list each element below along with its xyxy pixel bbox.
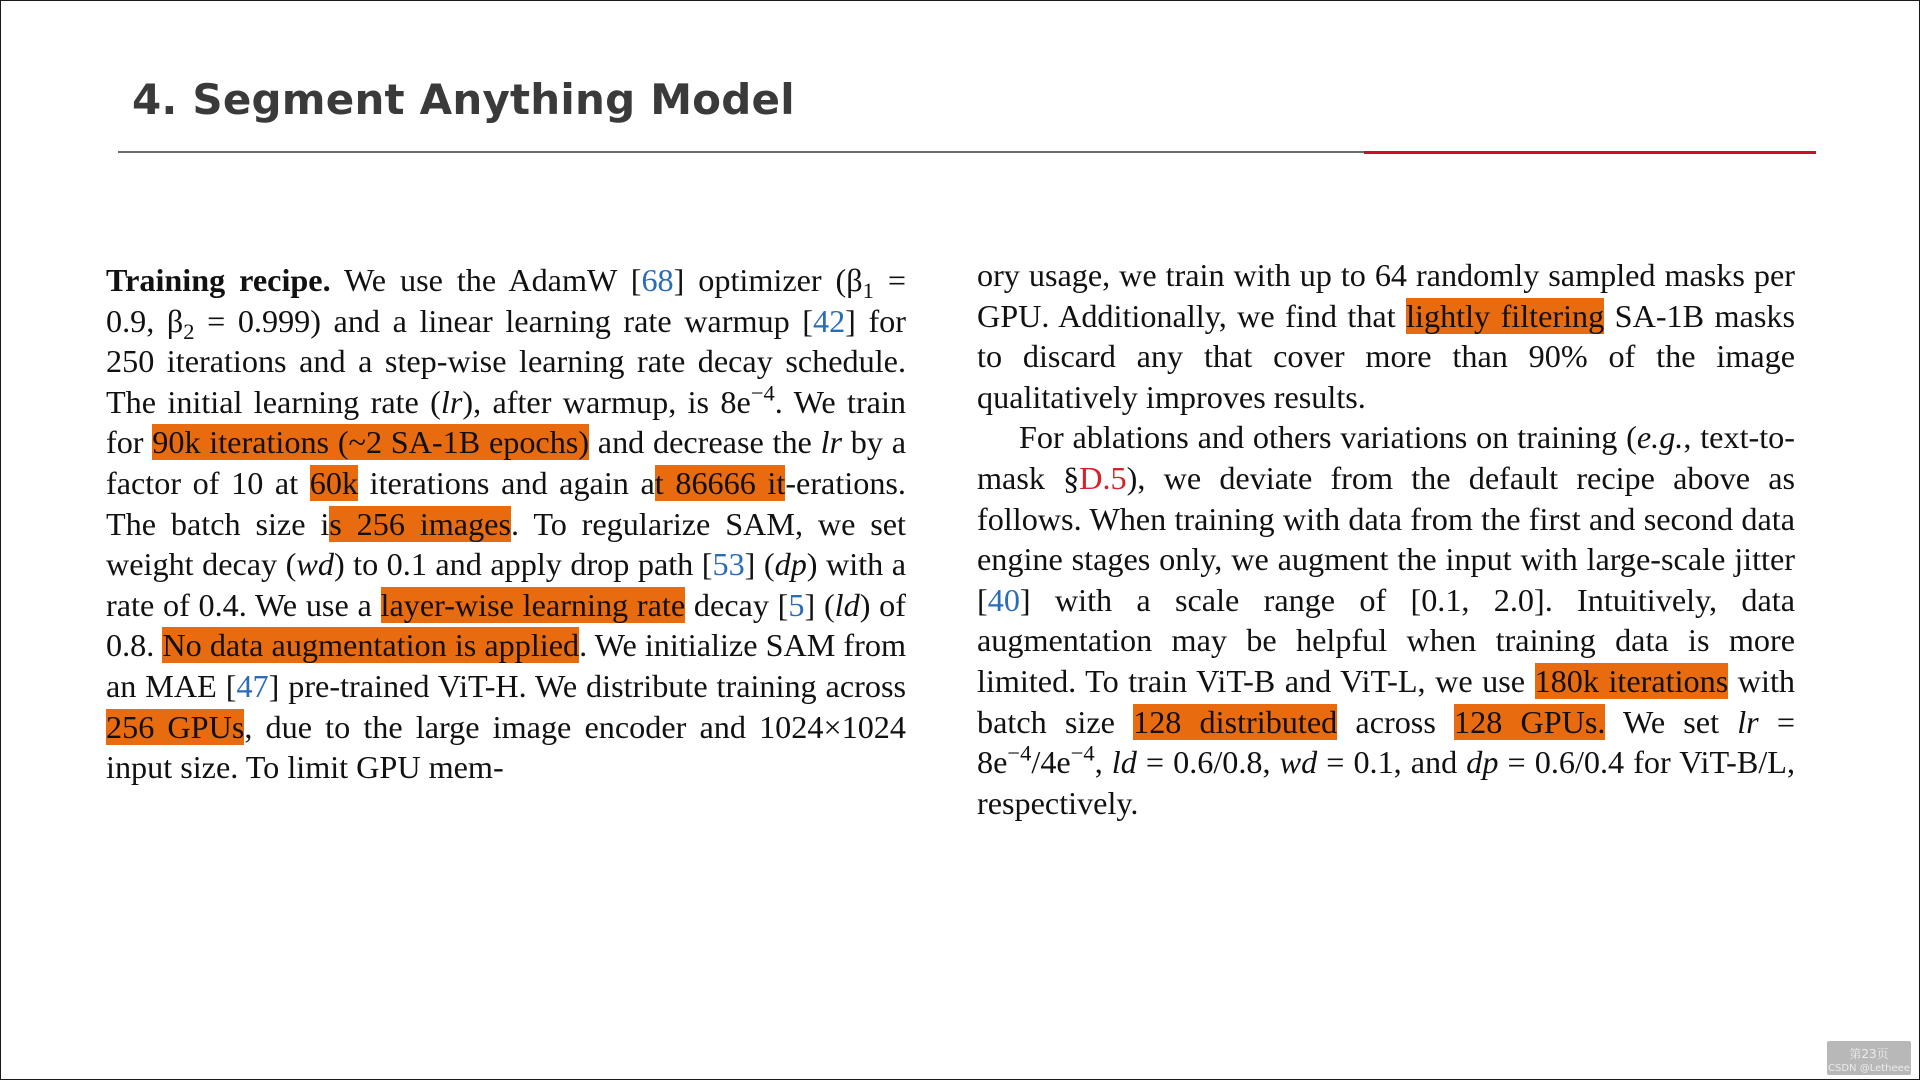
text-run: ] with a scale range of [0.1, 2.0]. Intuitively, data augmentation may be helpful when training data is more limited. To train ViT-B and ViT-L, we use	[977, 581, 1795, 699]
italic-text: e.g.	[1636, 419, 1684, 456]
text-run: For ablations and others variations on training (	[1019, 419, 1637, 456]
citation-link[interactable]: 68	[641, 262, 674, 298]
math-symbol: lr	[820, 424, 843, 461]
highlighted-text: No data augmentation is applied	[162, 627, 580, 664]
text-run: ) to 0.1 and apply drop path [	[333, 546, 713, 583]
ablations-paragraph	[977, 417, 1795, 823]
text-run: ] (	[744, 546, 775, 583]
section-link[interactable]: D.5	[1079, 459, 1127, 496]
math-symbol: lr	[440, 383, 463, 420]
title-divider-accent	[1364, 151, 1816, 154]
text-run: ), we deviate from the default recipe above as follows. When training with data from the first and second data engine stages only, we augment the input with large-scale jitter [	[977, 459, 1796, 618]
text-run: by a factor of 10 at	[106, 424, 907, 501]
text-run: SA-1B masks to discard any that cover more than 90% of the image qualitatively improves results.	[977, 297, 1795, 415]
citation-link[interactable]: 47	[236, 667, 269, 704]
math-symbol: wd	[296, 546, 334, 583]
text-run: ), after warmup, is 8e	[462, 383, 751, 420]
text-run: /4e	[1031, 744, 1071, 781]
text-run: = 0.1, and	[1317, 744, 1467, 781]
highlighted-text: layer-wise learning rate	[380, 586, 686, 623]
math-symbol: ld	[834, 586, 860, 623]
text-run: We set	[1605, 703, 1738, 740]
paragraph-heading: Training recipe.	[106, 262, 331, 298]
slide-title: 4. Segment Anything Model	[132, 75, 795, 124]
highlighted-text: 256 GPUs	[106, 708, 245, 745]
highlighted-text: 180k iterations	[1534, 662, 1729, 699]
text-run: decay [	[685, 586, 789, 623]
text-run: . We initialize SAM from an MAE [	[106, 627, 907, 704]
citation-link[interactable]: 42	[812, 302, 846, 339]
text-run: ] optimizer (β	[673, 262, 863, 298]
text-run: iterations and again a	[358, 464, 655, 501]
page-number: 第23页	[1849, 1047, 1889, 1061]
training-recipe-paragraph	[106, 260, 906, 788]
text-run: , text-to-mask §	[977, 419, 1795, 496]
text-run: = 8e	[977, 703, 1796, 781]
text-run: . To regularize SAM, we set weight decay (	[106, 505, 907, 583]
highlighted-text: 90k iterations (~2 SA-1B epochs)	[152, 424, 590, 461]
math-symbol: lr	[1737, 703, 1759, 740]
highlighted-text: t 86666 it	[654, 464, 786, 501]
highlighted-text: 60k	[309, 464, 359, 501]
citation-link[interactable]: 40	[987, 581, 1020, 618]
superscript: −4	[1070, 740, 1095, 766]
text-run: ] (	[804, 586, 835, 623]
highlighted-text: 128 GPUs.	[1454, 703, 1606, 740]
highlighted-text: 128 distributed	[1133, 703, 1338, 740]
citation-link[interactable]: 53	[712, 546, 745, 583]
page-number-badge	[1827, 1041, 1911, 1075]
text-run: and decrease the	[589, 424, 821, 461]
text-run: ] for 250 iterations and a step-wise learning rate decay schedule. The initial learning rate (	[106, 302, 906, 420]
text-run: = 0.6/0.8,	[1136, 744, 1280, 781]
text-run: ) of 0.8.	[106, 586, 906, 664]
memory-paragraph	[977, 255, 1795, 417]
highlighted-text: lightly filtering	[1406, 297, 1605, 334]
citation-link[interactable]: 5	[788, 586, 805, 623]
watermark-text: CSDN @Letheee	[1828, 1063, 1910, 1074]
text-run: across	[1337, 703, 1455, 740]
math-symbol: dp	[1466, 744, 1499, 781]
subscript: 2	[183, 318, 195, 344]
superscript: −4	[1007, 740, 1032, 766]
highlighted-text: s 256 images	[329, 505, 511, 542]
text-run: = 0.999) and a linear learning rate warmup [	[194, 302, 813, 339]
text-run: ) with a rate of 0.4. We use a	[106, 546, 907, 623]
text-run: ory usage, we train with up to 64 randomly sampled masks per GPU. Additionally, we find that	[977, 257, 1795, 334]
text-run: . We train for	[106, 383, 907, 461]
text-run: ,	[1094, 744, 1112, 781]
text-run: , due to the large image encoder and 1024×1024 input size. To limit GPU mem-	[106, 708, 906, 786]
subscript: 1	[862, 277, 874, 303]
text-run: We use the AdamW [	[330, 262, 642, 298]
math-symbol: wd	[1279, 744, 1318, 781]
text-run: ] pre-trained ViT-H. We distribute training across	[268, 667, 906, 704]
text-run: -erations. The batch size i	[106, 464, 906, 542]
math-symbol: dp	[774, 546, 807, 583]
right-text-column	[977, 255, 1795, 823]
text-run: = 0.9, β	[106, 262, 907, 339]
superscript: −4	[750, 380, 775, 406]
math-symbol: ld	[1111, 744, 1137, 781]
text-run: with batch size	[977, 662, 1795, 740]
left-text-column	[106, 260, 906, 788]
text-run: = 0.6/0.4 for ViT-B/L, respectively.	[977, 744, 1795, 821]
title-divider	[118, 151, 1364, 153]
